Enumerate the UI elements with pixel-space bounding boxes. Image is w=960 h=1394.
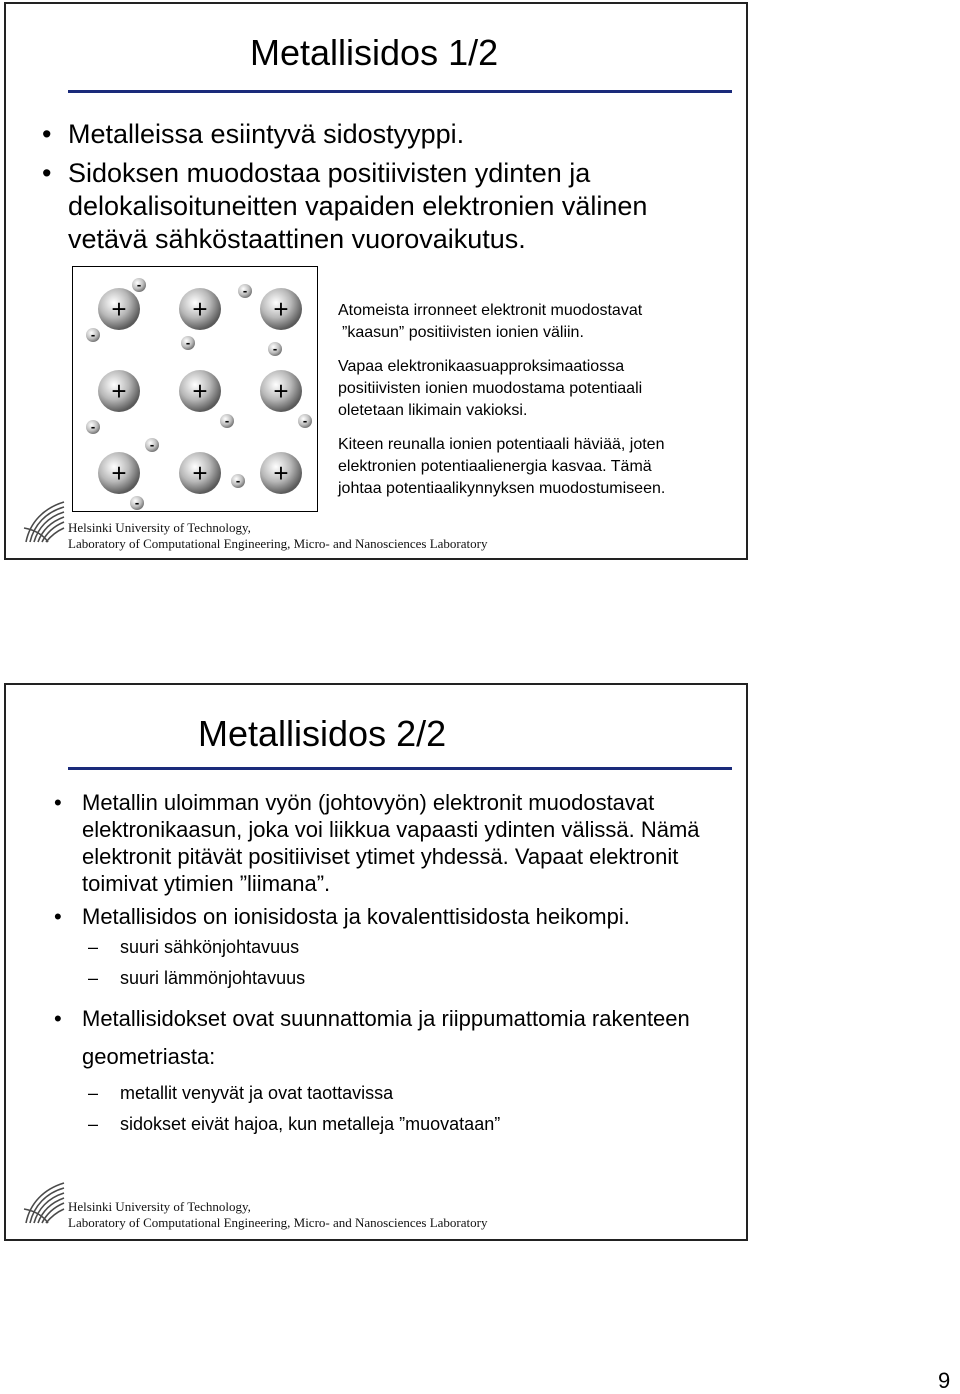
bullet-list — [42, 118, 722, 262]
svg-text:+: + — [192, 458, 208, 488]
svg-text:-: - — [272, 341, 278, 356]
footer-line: Helsinki University of Technology, — [68, 1199, 251, 1214]
bullet-item: • Sidoksen muodostaa positiivisten ydinten ja delokalisoituneitten vapaiden elektronien välinen vetävä sähköstaattinen vuorovaikutus. — [42, 157, 722, 256]
bullet-item: • Metallin uloimman vyön (johtovyön) elektronit muodostavat elektronikaasun, joka voi liikkua vapaasti ydinten välissä. Nämä elektronit pitävät positiiviset ytimet yhdessä. Vapaat elektronit toimivat ytimien ”liimana”. — [54, 789, 724, 897]
svg-text:+: + — [192, 294, 208, 324]
university-logo-icon — [22, 1179, 68, 1225]
slide-title: Metallisidos 1/2 — [250, 32, 499, 73]
svg-text:-: - — [90, 327, 96, 342]
free-electron — [298, 413, 312, 428]
bullet-item: • Metalleissa esiintyvä sidostyyppi. — [42, 118, 722, 151]
positive-ion — [260, 452, 302, 494]
free-electron — [86, 327, 100, 342]
note-line: ”kaasun” positiivisten ionien väliin. — [342, 324, 584, 341]
free-electron — [86, 419, 100, 434]
svg-text:+: + — [273, 376, 289, 406]
positive-ion — [98, 370, 140, 412]
free-electron — [238, 283, 252, 298]
note-line: Kiteen reunalla ionien potentiaali häviää, joten — [338, 436, 665, 453]
svg-text:-: - — [134, 495, 140, 510]
svg-text:-: - — [136, 277, 142, 292]
footer-line: Laboratory of Computational Engineering, Micro- and Nanosciences Laboratory — [68, 1215, 488, 1230]
diagram-notes — [338, 300, 738, 512]
svg-text:+: + — [273, 294, 289, 324]
positive-ion — [98, 452, 140, 494]
electron-gas-diagram — [72, 266, 318, 512]
positive-ion — [179, 370, 221, 412]
slide-1 — [4, 2, 748, 560]
slide-2 — [4, 683, 748, 1241]
svg-text:-: - — [242, 283, 248, 298]
positive-ion — [179, 288, 221, 330]
bullet-item: • Metallisidos on ionisidosta ja kovalenttisidosta heikompi. — [54, 903, 724, 930]
svg-text:-: - — [185, 335, 191, 350]
sub-bullet-item: – sidokset eivät hajoa, kun metalleja ”muovataan” — [88, 1111, 724, 1138]
svg-text:-: - — [235, 473, 241, 488]
svg-text:-: - — [302, 413, 308, 428]
bullet-list — [54, 789, 724, 1138]
free-electron — [132, 277, 146, 292]
svg-text:+: + — [192, 376, 208, 406]
title-underline — [68, 767, 732, 770]
footer-institution — [68, 520, 487, 552]
free-electron — [268, 341, 282, 356]
sub-bullet-item: – suuri sähkönjohtavuus — [88, 934, 724, 961]
title-underline — [68, 90, 732, 93]
footer-institution — [68, 1199, 487, 1231]
positive-ion — [260, 370, 302, 412]
ion-lattice-figure — [73, 267, 317, 511]
page-number: 9 — [938, 1368, 951, 1393]
footer-line: Helsinki University of Technology, — [68, 520, 251, 535]
svg-text:-: - — [149, 437, 155, 452]
positive-ion — [260, 288, 302, 330]
free-electron — [181, 335, 195, 350]
note-line: Vapaa elektronikaasuapproksimaatiossa — [338, 358, 625, 375]
svg-text:+: + — [111, 458, 127, 488]
note-line: oletetaan likimain vakioksi. — [338, 402, 528, 419]
footer-line: Laboratory of Computational Engineering, Micro- and Nanosciences Laboratory — [68, 536, 488, 551]
note-paragraph — [338, 434, 738, 500]
svg-text:+: + — [111, 376, 127, 406]
note-paragraph — [338, 300, 738, 344]
positive-ion — [179, 452, 221, 494]
sub-bullet-item: – suuri lämmönjohtavuus — [88, 965, 724, 992]
note-line: johtaa potentiaalikynnyksen muodostumiseen. — [338, 480, 666, 497]
note-line: positiivisten ionien muodostama potentiaali — [338, 380, 643, 397]
bullet-item: • Metallisidokset ovat suunnattomia ja riippumattomia rakenteen geometriasta: — [54, 1000, 724, 1076]
svg-text:-: - — [90, 419, 96, 434]
svg-text:+: + — [273, 458, 289, 488]
university-logo-icon — [22, 498, 68, 544]
note-paragraph — [338, 356, 738, 422]
free-electron — [145, 437, 159, 452]
note-line: elektronien potentiaalienergia kasvaa. Tämä — [338, 458, 652, 475]
svg-text:+: + — [111, 294, 127, 324]
positive-ion — [98, 288, 140, 330]
sub-bullet-item: – metallit venyvät ja ovat taottavissa — [88, 1080, 724, 1107]
note-line: Atomeista irronneet elektronit muodostavat — [338, 302, 643, 319]
slide-title: Metallisidos 2/2 — [198, 713, 447, 754]
free-electron — [231, 473, 245, 488]
free-electron — [220, 413, 234, 428]
free-electron — [130, 495, 144, 510]
svg-text:-: - — [224, 413, 230, 428]
